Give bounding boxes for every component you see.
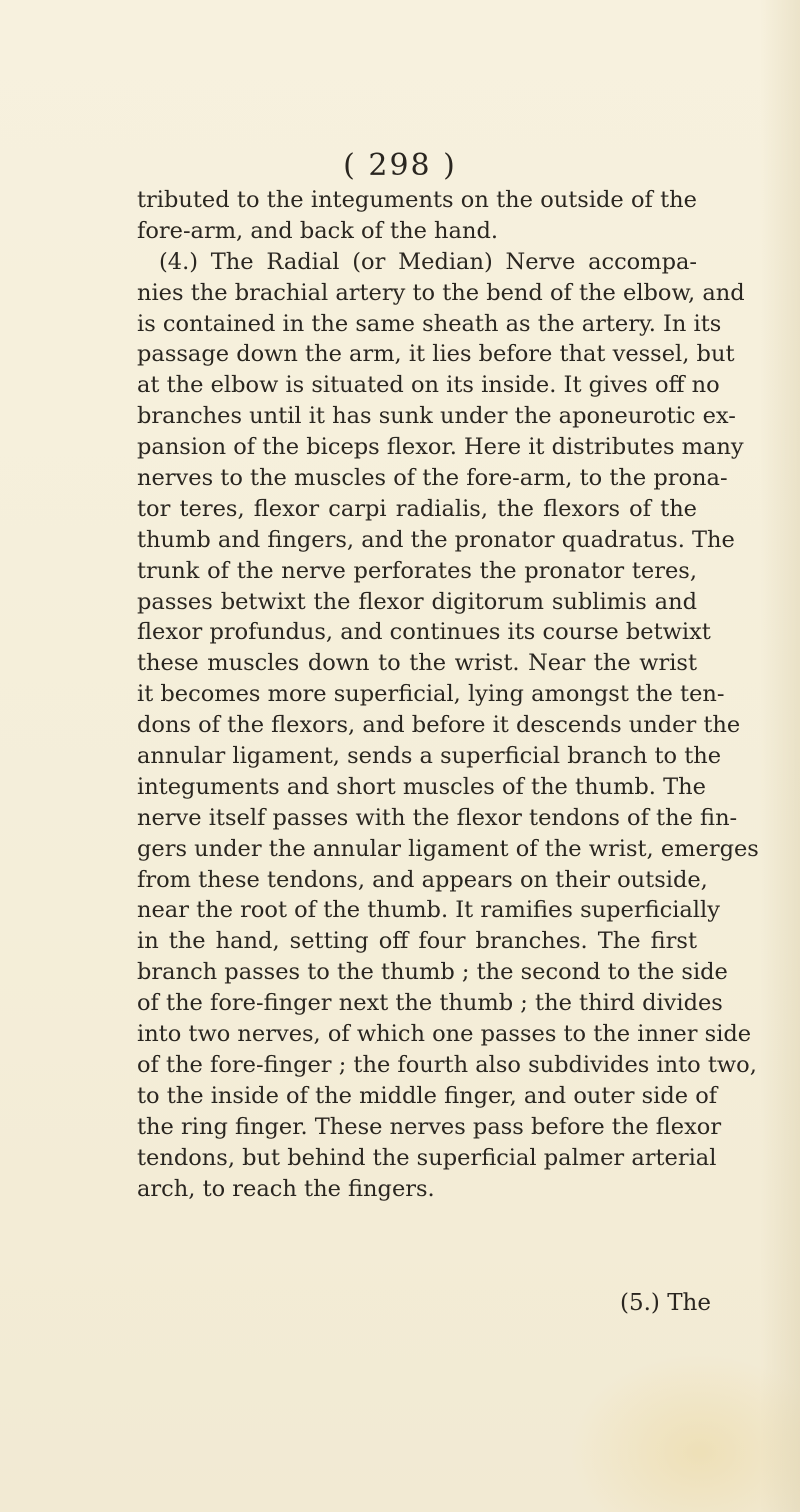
text-line: annular ligament, sends a superficial branch to the: [137, 743, 722, 770]
text-line: branches until it has sunk under the aponeurotic ex-: [137, 403, 736, 430]
text-line: trunk of the nerve perforates the pronator teres,: [137, 557, 697, 584]
text-line: to the inside of the middle finger, and outer side of: [137, 1082, 718, 1109]
text-line: dons of the flexors, and before it descends under the: [137, 712, 741, 739]
text-line: branch passes to the thumb ; the second to the side: [137, 959, 728, 986]
text-line: tendons, but behind the superficial palmer arterial: [137, 1144, 717, 1171]
text-line: passes betwixt the flexor digitorum sublimis and: [137, 588, 697, 615]
text-line: of the fore-finger next the thumb ; the third divides: [137, 990, 723, 1017]
text-line: tor teres, flexor carpi radialis, the flexors of the: [137, 495, 697, 522]
text-line: into two nerves, of which one passes to the inner side: [137, 1021, 752, 1048]
text-line: it becomes more superficial, lying amongst the ten-: [137, 681, 725, 708]
text-line: these muscles down to the wrist. Near the wrist: [137, 650, 697, 677]
text-line: gers under the annular ligament of the wrist, emerges: [137, 835, 759, 862]
text-line: at the elbow is situated on its inside. It gives off no: [137, 372, 720, 399]
text-line: the ring finger. These nerves pass before the flexor: [137, 1113, 722, 1140]
text-line: (4.) The Radial (or Median) Nerve accompa-: [159, 248, 697, 275]
catchword: (5.) The: [620, 1290, 711, 1316]
text-line: near the root of the thumb. It ramifies superficially: [137, 897, 720, 924]
text-line: is contained in the same sheath as the artery. In its: [137, 310, 722, 337]
text-line: integuments and short muscles of the thumb. The: [137, 773, 706, 800]
text-line: in the hand, setting off four branches. The first: [137, 928, 697, 955]
page-number: ( 298 ): [343, 148, 457, 183]
text-line: of the fore-finger ; the fourth also subdivides into two,: [137, 1051, 757, 1078]
text-line: fore-arm, and back of the hand.: [137, 217, 498, 244]
text-line: nerves to the muscles of the fore-arm, to the prona-: [137, 465, 728, 492]
text-line: nerve itself passes with the flexor tendons of the fin-: [137, 804, 738, 831]
text-line: tributed to the integuments on the outside of the: [137, 187, 697, 213]
text-line: flexor profundus, and continues its course betwixt: [137, 619, 711, 646]
text-line: thumb and fingers, and the pronator quadratus. The: [137, 526, 735, 553]
text-line: arch, to reach the fingers.: [137, 1175, 435, 1202]
text-line: pansion of the biceps flexor. Here it distributes many: [137, 434, 744, 461]
page-edge-shadow: [760, 0, 800, 1512]
text-line: nies the brachial artery to the bend of the elbow, and: [137, 279, 745, 306]
text-line: from these tendons, and appears on their outside,: [137, 866, 708, 893]
body-text: [137, 185, 759, 1204]
text-line: passage down the arm, it lies before that vessel, but: [137, 341, 735, 368]
